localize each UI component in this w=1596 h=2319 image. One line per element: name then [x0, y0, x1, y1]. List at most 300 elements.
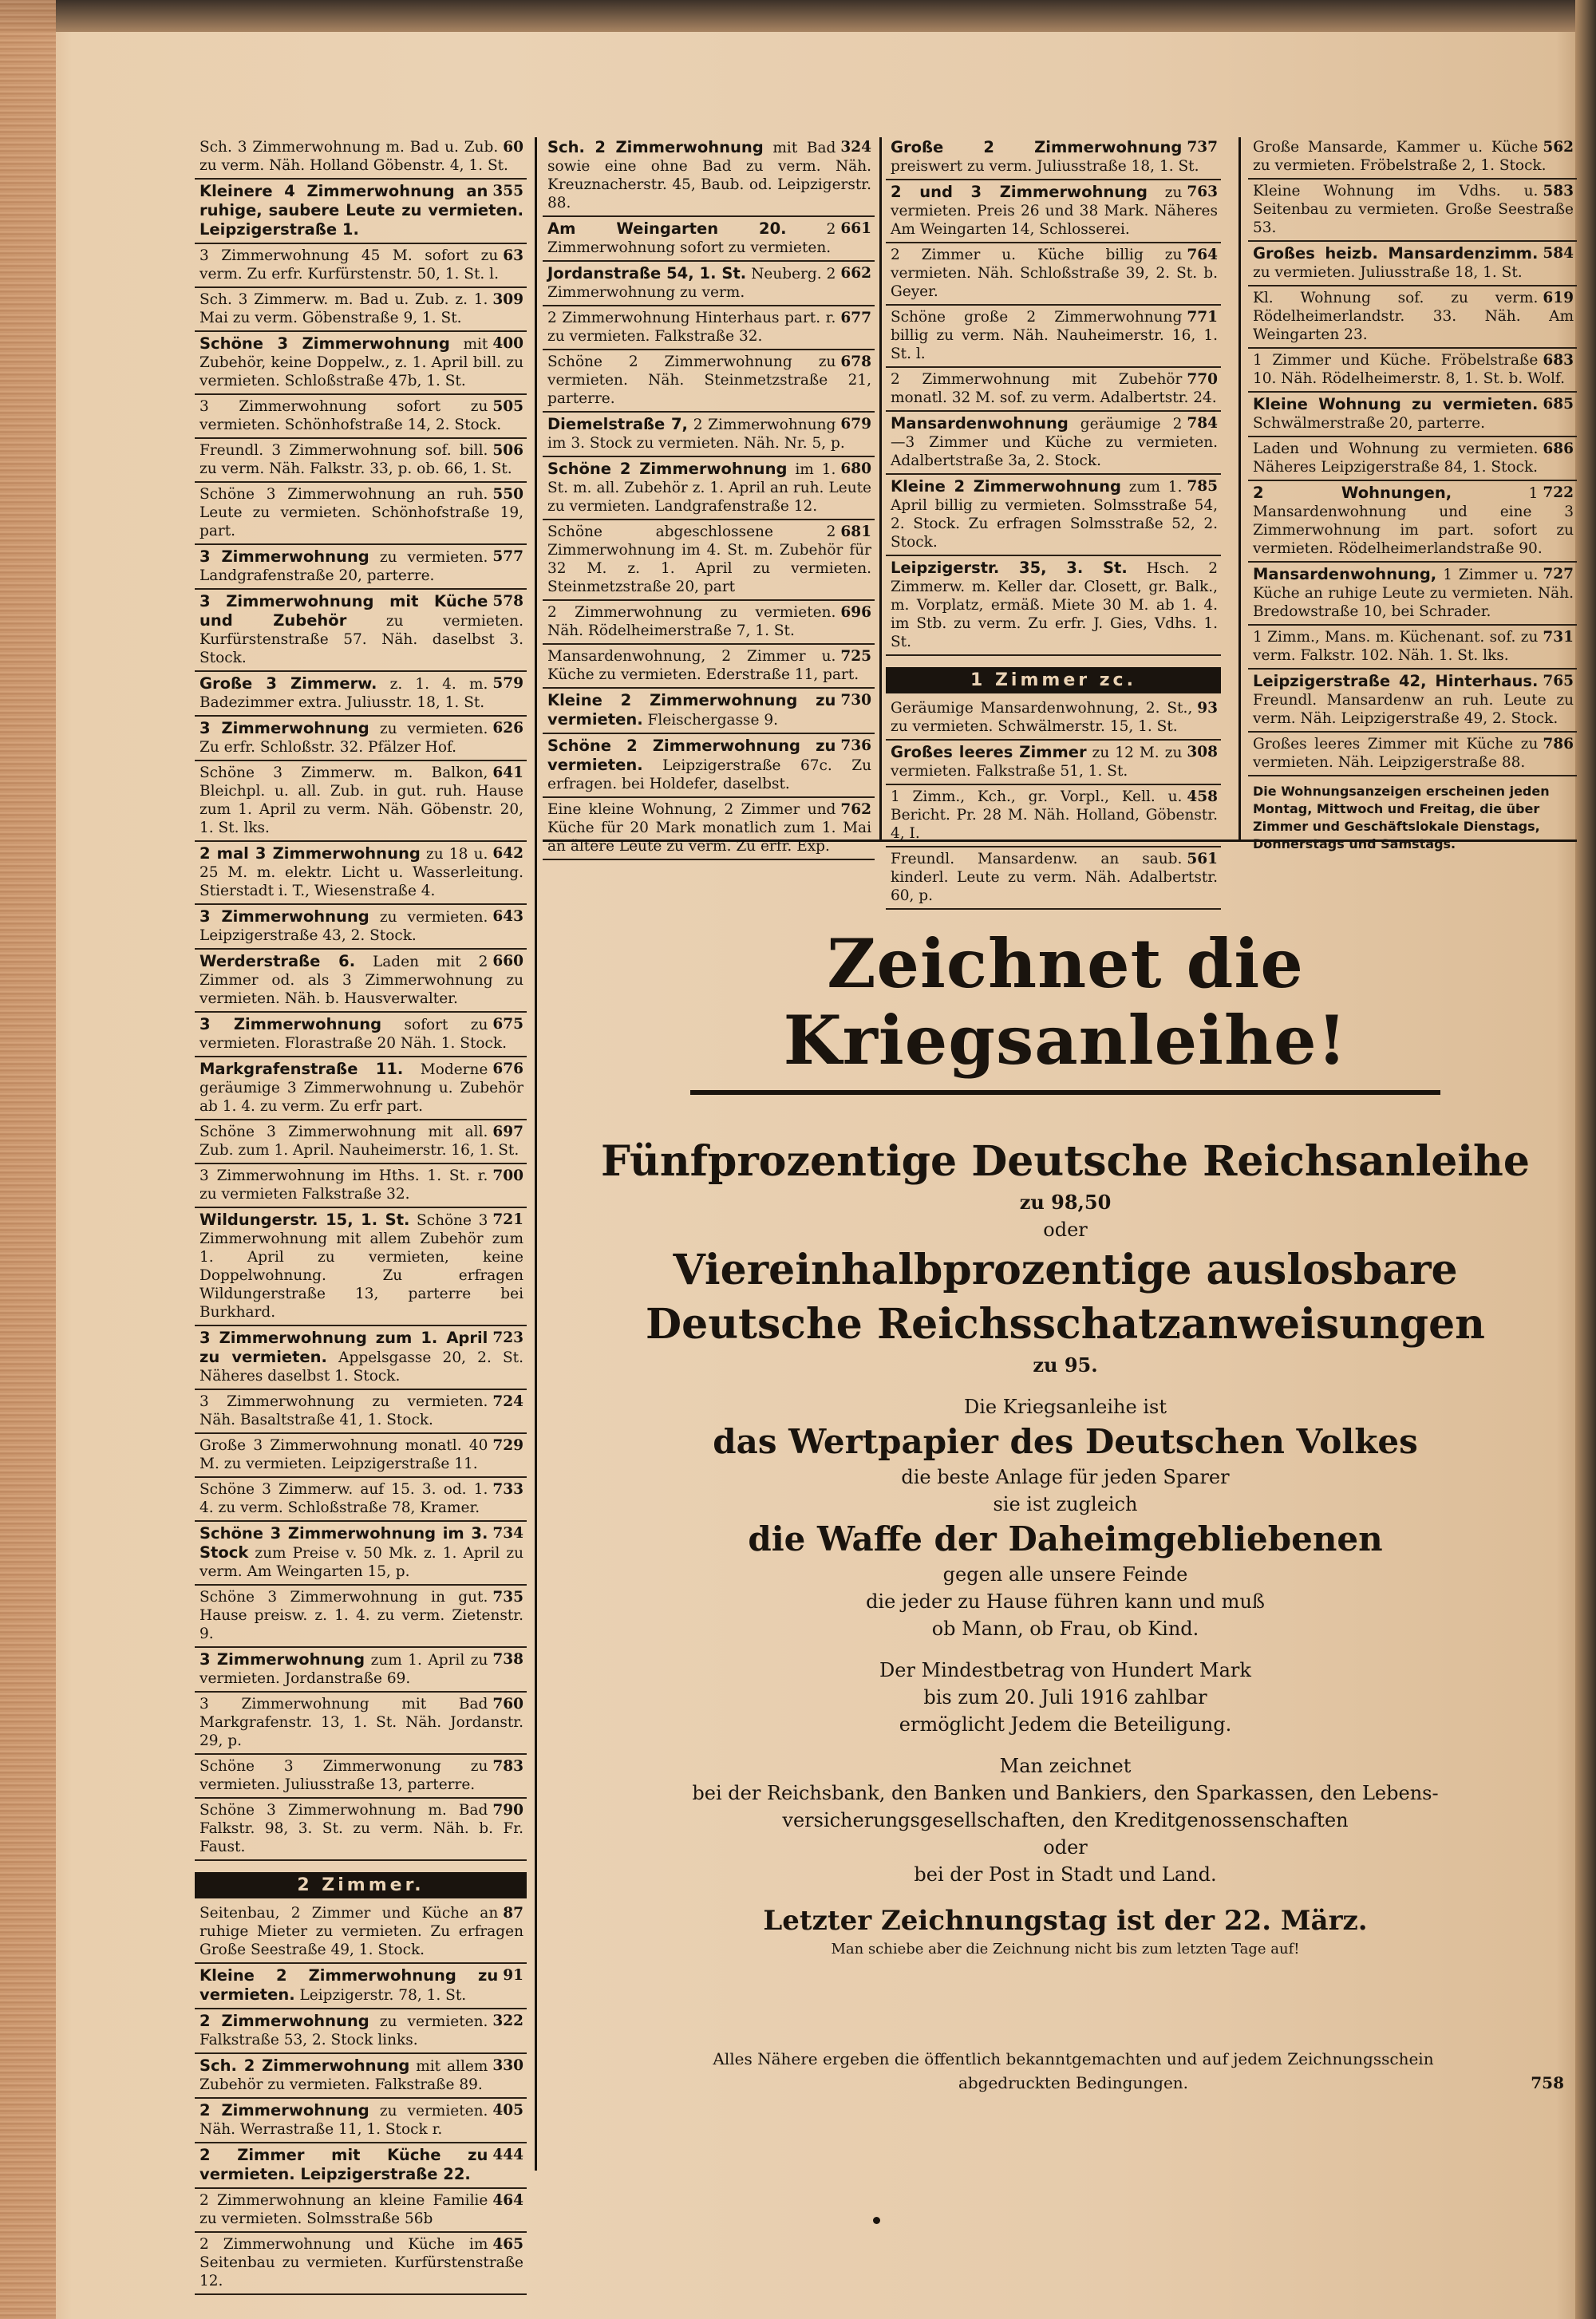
ad-text: Freundl. Mansardenw an ruh. Leute zu verm. Näh. Leipzigerstraße 49, 2. Stock. — [1253, 692, 1574, 727]
ad-text: Schöne 2 Zimmerwohnung zu vermieten. Näh. Steinmetzstraße 21, parterre. — [547, 354, 871, 407]
ad-number: 729 — [492, 1437, 523, 1454]
classified-ad — [195, 842, 527, 905]
classified-ad — [195, 1120, 527, 1164]
classified-ad — [886, 475, 1221, 556]
ad-number: 681 — [840, 523, 871, 540]
ad-text: Freundl. Mansardenw. an saub. kinderl. Leute zu verm. Näh. Adalbertstr. 60, p. — [891, 851, 1218, 904]
ad-number: 505 — [492, 398, 523, 415]
classified-ad — [195, 288, 527, 332]
ad-headline: 3 Zimmerwohnung — [200, 907, 369, 926]
ad-number: 93 — [1197, 700, 1218, 717]
ad-headline: Wildungerstr. 15, 1. St. — [200, 1211, 410, 1229]
ad-text: Großes leeres Zimmer mit Küche zu vermieten. Näh. Leipzigerstraße 88. — [1253, 736, 1539, 771]
ad-text: versicherungsgesellschaften, den Kreditgenossenschaften — [782, 1809, 1349, 1831]
classified-ad — [195, 1326, 527, 1390]
ad-text: zu vermieten. Näh. Werrastraße 11, 1. Stock r. — [200, 2103, 488, 2138]
ad-headline: 2 mal 3 Zimmerwohnung — [200, 844, 421, 863]
classified-ad — [195, 2143, 527, 2189]
ad-text: Schöne 3 Zimmerwohnung m. Bad Falkstr. 98, 3. St. zu verm. Näh. b. Fr. Faust. — [200, 1802, 523, 1855]
classified-ad — [195, 2009, 527, 2054]
ad-text: zum 1. April zu vermieten. Jordanstraße 69. — [200, 1652, 488, 1687]
ad-text: zu vermieten. Leipzigerstraße 43, 2. Stock. — [200, 909, 488, 944]
ad-number: 308 — [1187, 744, 1218, 760]
ad-headline: Kleine 2 Zimmerwohnung zu vermieten. — [200, 1966, 499, 2004]
ad-headline: Kleine 2 Zimmerwohnung zu vermieten. — [547, 691, 836, 729]
ad-number: 626 — [492, 720, 523, 737]
ad-text: die jeder zu Hause führen kann und muß — [866, 1590, 1265, 1613]
classified-ad — [1248, 563, 1577, 626]
ad-number: 697 — [492, 1124, 523, 1140]
ad-number: 444 — [492, 2147, 523, 2163]
ad-headline: Leipzigerstraße 42, Hinterhaus. — [1253, 672, 1539, 690]
ad-text: Schöne 3 Zimmerwohnung an ruh. Leute zu vermieten. Schönhofstraße 19, part. — [200, 486, 523, 539]
ad-number: 730 — [840, 692, 871, 709]
ad-text: Der Mindestbetrag von Hundert Mark — [879, 1659, 1251, 1681]
classified-ad — [543, 734, 875, 798]
ad-text: im 1. St. m. all. Zubehör z. 1. April an ruh. Leute zu vermieten. Landgrafenstraße 12. — [547, 461, 871, 515]
ad-text: Fleischergasse 9. — [647, 712, 779, 729]
ad-number: 561 — [1187, 851, 1218, 867]
ad-number: 324 — [840, 139, 871, 156]
ad-number: 765 — [1543, 673, 1574, 689]
classified-ad — [195, 672, 527, 717]
ad-text: 2 Zimmerwohnung im 3. Stock zu vermieten. Näh. Nr. 5, p. — [547, 417, 845, 452]
ad-number: 696 — [840, 604, 871, 621]
ad-number: 790 — [492, 1802, 523, 1819]
section-header: 2 Zimmer. — [195, 1872, 527, 1898]
classified-ad — [886, 741, 1221, 785]
ad-price: zu 95. — [1033, 1353, 1098, 1377]
classified-ad — [1248, 286, 1577, 349]
ad-number: 771 — [1187, 309, 1218, 326]
classified-ad — [886, 412, 1221, 475]
ad-text: bei der Reichsbank, den Banken und Bankiers, den Sparkassen, den Lebens- — [692, 1782, 1439, 1804]
ad-number: 722 — [1543, 484, 1574, 501]
classified-ad — [195, 483, 527, 545]
ad-number: 550 — [492, 486, 523, 503]
ad-number: 578 — [492, 593, 523, 610]
classified-ad — [195, 332, 527, 395]
classified-ad — [195, 717, 527, 761]
ad-text: 2 Zimmerwohnung zu vermieten. Näh. Rödelheimerstraße 7, 1. St. — [547, 604, 836, 639]
ad-number: 763 — [1187, 184, 1218, 200]
title-rule — [690, 1090, 1440, 1095]
classified-ad — [195, 1902, 527, 1964]
ad-number: 721 — [492, 1211, 523, 1228]
ad-text: Moderne geräumige 3 Zimmerwohnung u. Zubehör ab 1. 4. zu verm. Zu erfr part. — [200, 1061, 523, 1115]
ad-text: Kl. Wohnung sof. zu verm. Rödelheimerlandstr. 33. Näh. Am Weingarten 23. — [1253, 290, 1574, 343]
ad-number: 727 — [1543, 566, 1574, 583]
ad-number: 680 — [840, 460, 871, 477]
ad-headline: Großes heizb. Mansardenzimm. — [1253, 244, 1539, 263]
classified-column-3 — [886, 136, 1221, 904]
ad-text: 3 Zimmerwohnung 45 M. sofort zu verm. Zu erfr. Kurfürstenstr. 50, 1. St. l. — [200, 247, 499, 282]
ad-number: 784 — [1187, 415, 1218, 432]
ad-number: 736 — [840, 737, 871, 754]
ad-text: 2 Zimmerwohnung mit Zubehör monatl. 32 M. sof. zu verm. Adalbertstr. 24. — [891, 371, 1217, 406]
classified-ad — [195, 2099, 527, 2143]
ad-number: 700 — [492, 1167, 523, 1184]
ad-text: Leipzigerstraße 67c. Zu erfragen. bei Holdefer, daselbst. — [547, 757, 871, 792]
ad-headline: Jordanstraße 54, 1. St. — [547, 264, 747, 282]
ad-number: 583 — [1543, 183, 1574, 200]
classified-ad — [195, 1208, 527, 1326]
ad-text: Schöne 3 Zimmerwonung zu vermieten. Juliusstraße 13, parterre. — [200, 1758, 488, 1793]
ad-headline: Werderstraße 6. — [200, 952, 356, 970]
classified-ad — [886, 136, 1221, 180]
ad-text: Hsch. 2 Zimmerw. m. Keller dar. Closett, gr. Balk., m. Vorplatz, ermäß. Miete 30 M. ab 1. 4. im Stb. zu verm. Zu erfr. J. Gies, Vdhs. 1. St. — [891, 560, 1219, 650]
ad-number: 758 — [1531, 2073, 1564, 2092]
ad-number: 562 — [1543, 139, 1574, 156]
ad-number: 679 — [840, 416, 871, 433]
ad-title: Zeichnet die Kriegsanleihe! — [783, 924, 1348, 1080]
classified-ad — [195, 439, 527, 483]
classified-ad — [886, 306, 1221, 368]
classified-ad — [1248, 481, 1577, 563]
ad-text: zum 1. April billig zu vermieten. Solmsstraße 54, 2. Stock. Zu erfragen Solmsstraße 52, 2. Stock. — [891, 479, 1218, 551]
ad-headline: Großes leeres Zimmer — [891, 743, 1087, 761]
ad-number: 506 — [492, 442, 523, 459]
ad-text: Appelsgasse 20, 2. St. Näheres daselbst 1. Stock. — [200, 1349, 523, 1385]
classified-ad — [195, 1390, 527, 1434]
ad-text: Laden mit 2 Zimmer od. als 3 Zimmerwohnung zu vermieten. Näh. b. Hausverwalter. — [200, 954, 523, 1007]
classified-ad — [195, 244, 527, 288]
ad-text: preiswert zu verm. Juliusstraße 18, 1. St. — [891, 158, 1199, 175]
ad-number: 660 — [492, 953, 523, 970]
ad-number: 685 — [1543, 396, 1574, 413]
ad-headline: Große 3 Zimmerw. — [200, 674, 377, 693]
page-top-edge — [0, 0, 1596, 32]
publication-notice: Die Wohnungsanzeigen erscheinen jeden Montag, Mittwoch und Freitag, die über Zimmer und Geschäftslokale Dienstags, Donnerstags und Samstags. — [1253, 784, 1550, 851]
ad-headline: Mansardenwohnung — [891, 414, 1069, 433]
ad-number: 678 — [840, 354, 871, 370]
ad-number: 464 — [492, 2192, 523, 2209]
ad-text: zu vermieten. Zu erfr. Schloßstr. 32. Pfälzer Hof. — [200, 721, 488, 756]
ad-headline: Am Weingarten 20. — [547, 219, 787, 238]
classified-ad — [1248, 733, 1577, 776]
ad-headline: Kleine 2 Zimmerwohnung — [891, 477, 1121, 496]
ad-number: 785 — [1187, 478, 1218, 495]
ad-headline: 3 Zimmerwohnung — [200, 1650, 365, 1669]
ad-text: ob Mann, ob Frau, ob Kind. — [931, 1618, 1199, 1640]
classified-ad — [195, 1013, 527, 1057]
ad-headline: 3 Zimmerwohnung — [200, 1015, 382, 1033]
classified-ad — [195, 545, 527, 590]
ad-number: 60 — [503, 139, 523, 156]
ad-text: zum Preise v. 50 Mk. z. 1. April zu verm. Am Weingarten 15, p. — [200, 1545, 523, 1580]
ad-number: 764 — [1187, 247, 1218, 263]
ad-headline: Sch. 2 Zimmerwohnung — [547, 138, 764, 156]
classified-ad — [543, 520, 875, 601]
ad-headline: Diemelstraße 7, — [547, 415, 688, 433]
classified-ad — [195, 761, 527, 842]
ad-number: 584 — [1543, 245, 1574, 262]
classified-column-1 — [195, 136, 527, 2289]
ad-number: 733 — [492, 1481, 523, 1498]
ad-headline: 2 Wohnungen, — [1253, 484, 1452, 502]
ad-text: oder — [1043, 1836, 1088, 1859]
ad-text: Schöne 3 Zimmerwohnung mit all. Zub. zum 1. April. Nauheimerstr. 16, 1. St. — [200, 1124, 519, 1159]
ad-text: mit allem Zubehör zu vermieten. Falkstraße 89. — [200, 2058, 488, 2093]
classified-ad — [195, 1693, 527, 1755]
classified-ad — [1248, 349, 1577, 393]
classified-ad — [195, 1522, 527, 1586]
classified-ad — [1248, 242, 1577, 286]
classified-ad — [886, 368, 1221, 412]
ad-text: Sch. 3 Zimmerwohnung m. Bad u. Zub. zu verm. Näh. Holland Göbenstr. 4, 1. St. — [200, 139, 508, 174]
classified-ad — [195, 1434, 527, 1478]
ad-headline: 2 Zimmerwohnung — [200, 2101, 369, 2119]
ad-text: sofort zu vermieten. Florastraße 20 Näh. 1. Stock. — [200, 1017, 508, 1052]
ad-text: Schöne 3 Zimmerw. m. Balkon, Bleichpl. u. all. Zub. in gut. ruh. Hause zum 1. April zu verm. Näh. Göbenstr. 20, 1. St. lks. — [200, 764, 523, 836]
ad-number: 735 — [492, 1589, 523, 1606]
ad-text: sie ist zugleich — [993, 1493, 1138, 1515]
ad-headline: 3 Zimmerwohnung mit Küche und Zubehör — [200, 592, 488, 630]
classified-ad — [1248, 180, 1577, 242]
ad-headline: 2 Zimmerwohnung — [200, 2012, 369, 2030]
ad-text: mit Bad sowie eine ohne Bad zu verm. Näh. Kreuznacherstr. 45, Baub. od. Leipzigerstr. 88. — [547, 140, 871, 211]
classified-ad — [543, 306, 875, 350]
ad-line: Viereinhalbprozentige auslosbare — [673, 1246, 1458, 1294]
ad-last-day: Letzter Zeichnungstag ist der 22. März. — [763, 1905, 1368, 1937]
ad-text: mit Zubehör, keine Doppelw., z. 1. April bill. zu vermieten. Schloßstraße 47b, 1. St. — [200, 336, 523, 389]
ad-headline: Kleinere 4 Zimmerwohnung an ruhige, saubere Leute zu vermieten. Leipzigerstraße 1. — [200, 182, 523, 239]
ad-number: 783 — [492, 1758, 523, 1775]
ad-headline: Schöne 3 Zimmerwohnung im 3. Stock — [200, 1524, 488, 1562]
ad-headline: Schöne 3 Zimmerwohnung — [200, 334, 450, 353]
ad-number: 355 — [492, 183, 523, 200]
ad-text: 3 Zimmerwohnung zu vermieten. Näh. Basaltstraße 41, 1. Stock. — [200, 1393, 488, 1428]
classified-column-2 — [543, 136, 875, 855]
ad-text: 3 Zimmerwohnung sofort zu vermieten. Schönhofstraße 14, 2. Stock. — [200, 398, 502, 433]
ad-headline: 2 und 3 Zimmerwohnung — [891, 183, 1148, 201]
classified-ad — [195, 136, 527, 180]
ad-number: 734 — [492, 1525, 523, 1542]
classified-ad — [195, 1478, 527, 1522]
classified-ad — [543, 457, 875, 520]
ad-number: 642 — [492, 845, 523, 862]
footnote-line: abgedruckten Bedingungen. — [958, 2073, 1189, 2092]
ad-text: 1 Mansardenwohnung und eine 3 Zimmerwohnung im part. sofort zu vermieten. Rödelheimerlandstraße 90. — [1253, 485, 1574, 557]
ad-text: zu vermieten. Falkstraße 53, 2. Stock links. — [200, 2013, 488, 2048]
classified-ad — [543, 413, 875, 457]
ad-text: 3 Zimmerwohnung mit Bad Markgrafenstr. 13, 1. St. Näh. Jordanstr. 29, p. — [200, 1696, 523, 1749]
ad-headline: Kleine Wohnung zu vermieten. — [1253, 395, 1539, 413]
column-rule — [879, 137, 882, 840]
ad-last-sub: Man schiebe aber die Zeichnung nicht bis zum letzten Tage auf! — [831, 1941, 1300, 1958]
section-header: 1 Zimmer zc. — [886, 667, 1221, 693]
ad-text: Die Kriegsanleihe ist — [964, 1396, 1167, 1418]
ad-number: 641 — [492, 764, 523, 781]
classified-ad — [1248, 670, 1577, 733]
classified-ad — [543, 262, 875, 306]
ad-text: Seitenbau, 2 Zimmer und Küche an ruhige Mieter zu vermieten. Zu erfragen Große Seestraße 49, 1. Stock. — [200, 1905, 523, 1958]
ad-headline: 3 Zimmerwohnung — [200, 719, 369, 737]
classified-ad — [543, 217, 875, 262]
ad-text: 2 Zimmer u. Küche billig zu vermieten. Näh. Schloßstraße 39, 2. St. b. Geyer. — [891, 247, 1218, 300]
classified-column-4 — [1248, 136, 1577, 851]
ad-headline: 2 Zimmer mit Küche zu vermieten. Leipzigerstraße 22. — [200, 2146, 488, 2183]
ad-number: 677 — [840, 310, 871, 326]
ad-line: Fünfprozentige Deutsche Reichsanleihe — [601, 1137, 1530, 1186]
ad-number: 619 — [1543, 290, 1574, 306]
classified-ad — [543, 689, 875, 734]
ad-text: Schöne 3 Zimmerwohnung mit allem Zubehör zum 1. April zu vermieten, keine Doppelwohnung. Zu erfragen Wildungerstraße 13, parterre bei Burkhard. — [200, 1212, 523, 1321]
ad-text: ermöglicht Jedem die Beteiligung. — [899, 1713, 1232, 1736]
classified-ad — [195, 1799, 527, 1861]
classified-ad — [543, 601, 875, 645]
ad-headline: Schöne 2 Zimmerwohnung zu vermieten. — [547, 737, 836, 774]
ad-line: Deutsche Reichsschatzanweisungen — [646, 1300, 1485, 1349]
ad-number: 465 — [492, 2236, 523, 2253]
classified-ad — [543, 136, 875, 217]
ad-text: 2 Zimmerwohnung an kleine Familie zu vermieten. Solmsstraße 56b — [200, 2192, 488, 2227]
ad-number: 686 — [1543, 440, 1574, 457]
classified-ad — [195, 590, 527, 672]
classified-ad — [543, 645, 875, 689]
ad-text: bis zum 20. Juli 1916 zahlbar — [923, 1686, 1207, 1709]
ad-text: zu vermieten. Preis 26 und 38 Mark. Näheres Am Weingarten 14, Schlosserei. — [891, 184, 1218, 238]
ad-or: oder — [1043, 1219, 1088, 1241]
ad-number: 661 — [840, 220, 871, 237]
ad-text: zu vermieten. Landgrafenstraße 20, parterre. — [200, 549, 488, 584]
ad-number: 91 — [503, 1967, 523, 1984]
ad-text: 1 Zimmer u. Küche an ruhige Leute zu vermieten. Näh. Bredowstraße 10, bei Schrader. — [1253, 567, 1574, 620]
ad-number: 737 — [1187, 139, 1218, 156]
classified-ad — [886, 697, 1221, 741]
ad-number: 683 — [1543, 352, 1574, 369]
ad-text: 2 Zimmerwohnung Hinterhaus part. r. zu vermieten. Falkstraße 32. — [547, 310, 836, 345]
ad-heading: das Wertpapier des Deutschen Volkes — [713, 1422, 1418, 1461]
ad-number: 643 — [492, 908, 523, 925]
classified-ad — [195, 1586, 527, 1648]
ad-text: zu vermieten. Kurfürstenstraße 57. Näh. daselbst 3. Stock. — [200, 613, 523, 666]
ad-text: z. 1. 4. m. Badezimmer extra. Juliusstr. 18, 1. St. — [200, 676, 488, 711]
ad-text: zu 12 M. zu vermieten. Falkstraße 51, 1. St. — [891, 745, 1183, 780]
classified-ad — [195, 1164, 527, 1208]
classified-ad — [195, 1057, 527, 1120]
classified-ad — [543, 350, 875, 413]
ad-number: 400 — [492, 335, 523, 352]
classified-ad — [1248, 437, 1577, 481]
ad-price: zu 98,50 — [1019, 1191, 1112, 1214]
classified-ad — [195, 1964, 527, 2009]
classified-ad — [886, 556, 1221, 656]
ad-number: 458 — [1187, 788, 1218, 805]
ad-heading: die Waffe der Daheimgebliebenen — [748, 1519, 1383, 1559]
classified-ad — [886, 180, 1221, 243]
classified-ad — [886, 785, 1221, 847]
war-loan-advertisement — [551, 926, 1580, 2123]
classified-ad — [195, 2054, 527, 2099]
ad-text: Neuberg. 2 Zimmerwohnung zu verm. — [547, 266, 836, 301]
ad-number: 676 — [492, 1061, 523, 1077]
ad-text: 1 Zimmer und Küche. Fröbelstraße 10. Näh. Rödelheimerstr. 8, 1. St. b. Wolf. — [1253, 352, 1566, 387]
ad-text: gegen alle unsere Feinde — [942, 1563, 1188, 1586]
classified-ad — [1248, 393, 1577, 437]
ad-headline: Große 2 Zimmerwohnung — [891, 138, 1183, 156]
ad-text: zu vermieten. Juliusstraße 18, 1. St. — [1253, 264, 1523, 281]
classified-ad — [886, 243, 1221, 306]
ad-number: 330 — [492, 2057, 523, 2074]
ad-number: 762 — [840, 801, 871, 818]
ad-text: 1 Zimm., Mans. m. Küchenant. sof. zu verm. Falkstr. 102. Näh. 1. St. lks. — [1253, 629, 1539, 664]
ad-number: 731 — [1543, 629, 1574, 646]
ad-text: 2 Zimmerwohnung und Küche im Seitenbau zu vermieten. Kurfürstenstraße 12. — [200, 2236, 523, 2289]
ad-headline: Leipzigerstr. 35, 3. St. — [891, 559, 1128, 577]
ad-number: 579 — [492, 675, 523, 692]
ad-text: Leipzigerstr. 78, 1. St. — [299, 1987, 467, 2004]
classified-ad — [886, 847, 1221, 910]
ad-text: Große Mansarde, Kammer u. Küche zu vermieten. Fröbelstraße 2, 1. Stock. — [1253, 139, 1547, 174]
ad-number: 63 — [503, 247, 523, 264]
ad-text: bei der Post in Stadt und Land. — [914, 1863, 1217, 1886]
ad-number: 770 — [1187, 371, 1218, 388]
ad-number: 309 — [492, 291, 523, 308]
classified-ad — [543, 798, 875, 860]
ad-headline: Mansardenwohnung, — [1253, 565, 1437, 583]
ad-headline: Markgrafenstraße 11. — [200, 1060, 404, 1078]
ad-number: 675 — [492, 1016, 523, 1033]
ad-text: zu 18 u. 25 M. m. elektr. Licht u. Wasserleitung. Stierstadt i. T., Wiesenstraße 4. — [200, 846, 523, 899]
column-rule — [1238, 137, 1241, 840]
classified-ad — [195, 905, 527, 950]
ad-headline: 3 Zimmerwohnung — [200, 547, 369, 566]
ad-headline: Schöne 2 Zimmerwohnung — [547, 460, 788, 478]
ad-number: 738 — [492, 1651, 523, 1668]
classified-ad — [195, 1755, 527, 1799]
ad-number: 577 — [492, 548, 523, 565]
footnote-line: Alles Nähere ergeben die öffentlich bekanntgemachten und auf jedem Zeichnungsschein — [713, 2049, 1434, 2068]
ad-number: 724 — [492, 1393, 523, 1410]
classified-ad — [195, 950, 527, 1013]
ad-text: Schöne 3 Zimmerw. auf 15. 3. od. 1. 4. zu verm. Schloßstraße 78, Kramer. — [200, 1481, 488, 1516]
ad-text: Schöne abgeschlossene 2 Zimmerwohnung im 4. St. m. Zubehör für 32 M. z. 1. April zu vermieten. Steinmetzstraße 20, part — [547, 523, 871, 595]
page-binding-edge — [0, 0, 56, 2319]
ad-text: Mansardenwohnung, 2 Zimmer u. Küche zu vermieten. Ederstraße 11, part. — [547, 648, 859, 683]
ad-text: Eine kleine Wohnung, 2 Zimmer und Küche für 20 Mark monatlich zum 1. Mai an ältere Leute zu verm. Zu erfr. Exp. — [547, 801, 871, 855]
ad-number: 662 — [840, 265, 871, 282]
classified-ad — [1248, 626, 1577, 670]
ad-text: Laden und Wohnung zu vermieten. Näheres Leipzigerstraße 84, 1. Stock. — [1253, 440, 1539, 476]
classified-ad — [195, 2233, 527, 2295]
ad-number: 760 — [492, 1696, 523, 1713]
ad-text: Große 3 Zimmerwohnung monatl. 40 M. zu vermieten. Leipzigerstraße 11. — [200, 1437, 488, 1472]
ad-text: 1 Zimm., Kch., gr. Vorpl., Kell. u. Bericht. Pr. 28 M. Näh. Holland, Göbenstr. 4, I. — [891, 788, 1218, 842]
ad-headline: Sch. 2 Zimmerwohnung — [200, 2056, 410, 2075]
ad-number: 723 — [492, 1329, 523, 1346]
page-dot — [873, 2217, 880, 2224]
classified-ad — [1248, 136, 1577, 180]
ad-text: Schöne 3 Zimmerwohnung in gut. Hause preisw. z. 1. 4. zu verm. Zietenstr. 9. — [200, 1589, 523, 1642]
classified-ad — [195, 2189, 527, 2233]
classified-ad — [195, 395, 527, 439]
ad-text: Kleine Wohnung im Vdhs. u. Seitenbau zu vermieten. Große Seestraße 53. — [1253, 183, 1574, 236]
ad-text: Sch. 3 Zimmerw. m. Bad u. Zub. z. 1. Mai zu verm. Göbenstraße 9, 1. St. — [200, 291, 488, 326]
ad-number: 725 — [840, 648, 871, 665]
classified-ad — [195, 180, 527, 244]
ad-number: 322 — [492, 2013, 523, 2029]
ad-text: Geräumige Mansardenwohnung, 2. St., zu vermieten. Schwälmerstr. 15, 1. St. — [891, 700, 1193, 735]
ad-headline: 3 Zimmerwohnung zum 1. April zu vermieten. — [200, 1329, 488, 1366]
ad-number: 786 — [1543, 736, 1574, 753]
ad-text: Schwälmerstraße 20, parterre. — [1253, 415, 1485, 432]
ad-text: 2 Zimmerwohnung sofort zu vermieten. — [547, 221, 836, 256]
ad-text: geräumige 2—3 Zimmer und Küche zu vermieten. Adalbertstraße 3a, 2. Stock. — [891, 416, 1218, 469]
ad-footnote — [575, 2047, 1572, 2095]
ad-text: die beste Anlage für jeden Sparer — [901, 1466, 1230, 1488]
ad-text: 3 Zimmerwohnung im Hths. 1. St. r. zu vermieten Falkstraße 32. — [200, 1167, 488, 1203]
